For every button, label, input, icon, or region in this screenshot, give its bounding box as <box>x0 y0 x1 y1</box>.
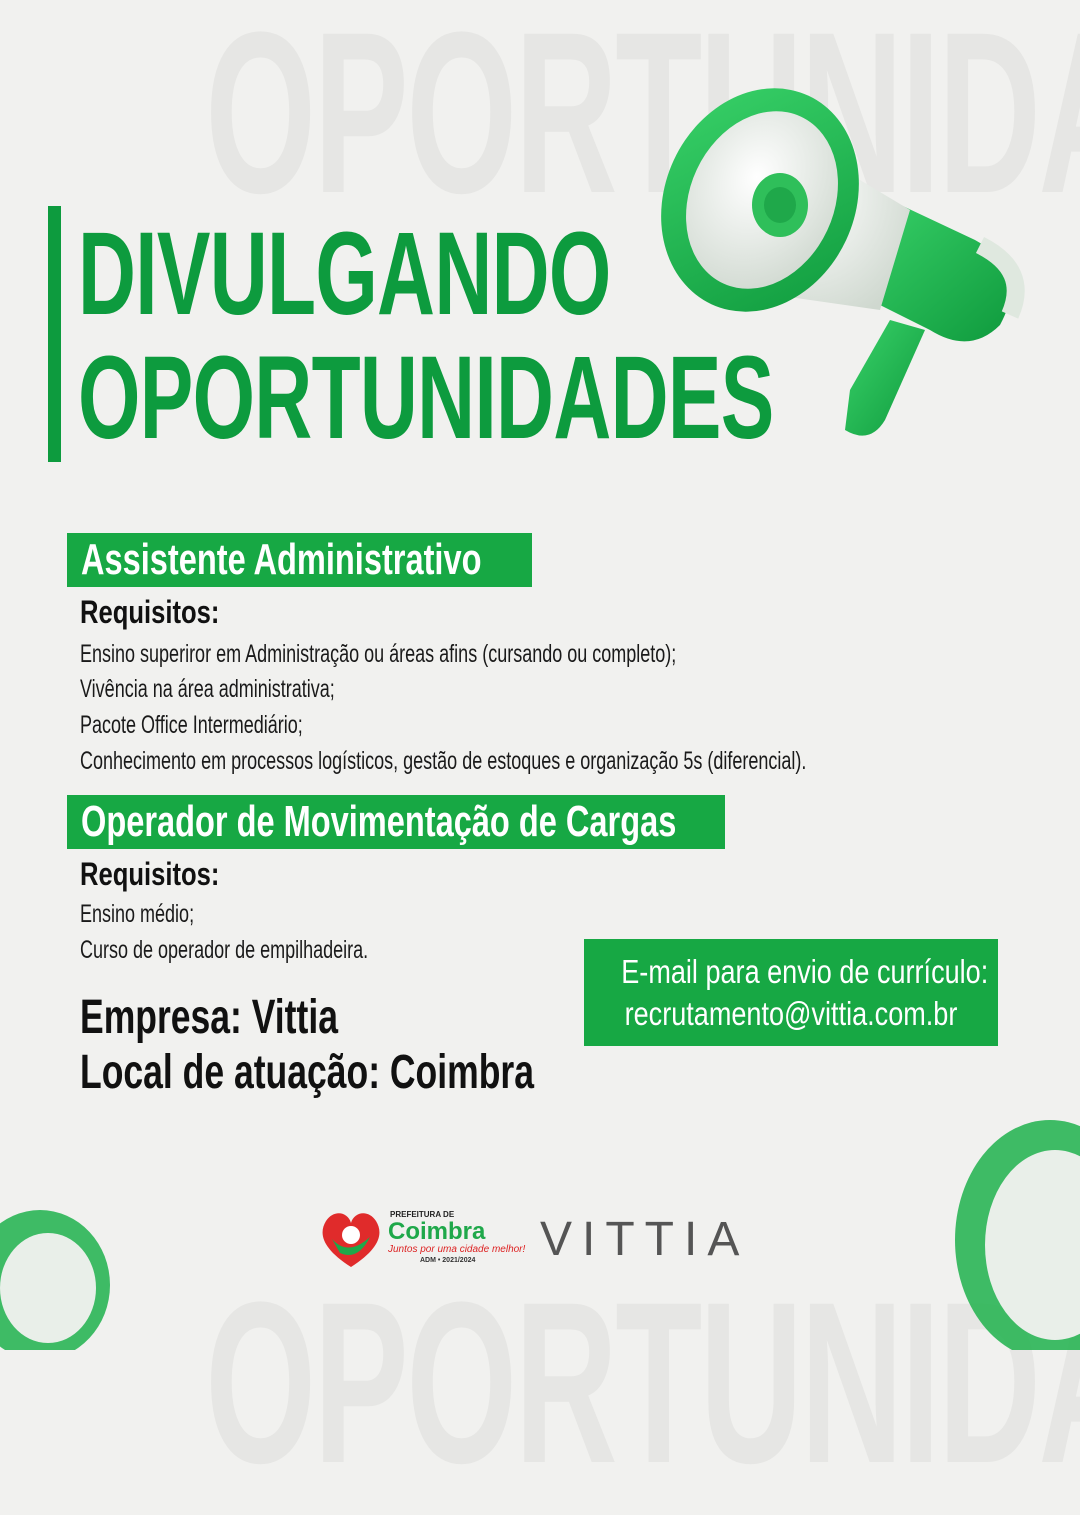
heart-logo-icon <box>318 1209 384 1269</box>
requirement-item: Pacote Office Intermediário; <box>80 711 303 739</box>
job-title-badge <box>67 795 725 849</box>
corner-megaphone-icon <box>930 1110 1080 1350</box>
job-title-badge <box>67 533 532 587</box>
headline <box>78 208 774 464</box>
requirement-item: Ensino médio; <box>80 900 195 928</box>
requirements-label: Requisitos: <box>80 856 220 892</box>
job-title: Assistente Administrativo <box>81 535 482 584</box>
email-box <box>584 939 998 1046</box>
prefeitura-slogan: Juntos por uma cidade melhor! <box>388 1244 526 1255</box>
work-location: Local de atuação: Coimbra <box>80 1046 534 1099</box>
requirement-item: Ensino superiror em Administração ou áreas afins (cursando ou completo); <box>80 640 677 668</box>
corner-megaphone-icon <box>0 1190 130 1350</box>
headline-line-2: OPORTUNIDADES <box>78 332 774 464</box>
requirement-item: Conhecimento em processos logísticos, gestão de estoques e organização 5s (diferencial). <box>80 747 807 775</box>
prefeitura-name: Coimbra <box>388 1218 486 1245</box>
prefeitura-top-text: PREFEITURA DE <box>390 1210 455 1219</box>
email-label: E-mail para envio de currículo: <box>621 953 989 990</box>
job-title: Operador de Movimentação de Cargas <box>81 797 677 846</box>
prefeitura-adm: ADM • 2021/2024 <box>420 1257 476 1264</box>
requirement-item: Curso de operador de empilhadeira. <box>80 936 369 964</box>
headline-line-1: DIVULGANDO <box>78 208 611 340</box>
email-address[interactable]: recrutamento@vittia.com.br <box>624 995 958 1032</box>
background-word-bottom <box>205 1250 875 1515</box>
vittia-logo: VITTIA <box>540 1213 750 1266</box>
requirement-item: Vivência na área administrativa; <box>80 675 335 703</box>
requirements-label: Requisitos: <box>80 594 220 630</box>
headline-accent-bar <box>48 206 61 462</box>
company-name: Empresa: Vittia <box>80 991 338 1044</box>
